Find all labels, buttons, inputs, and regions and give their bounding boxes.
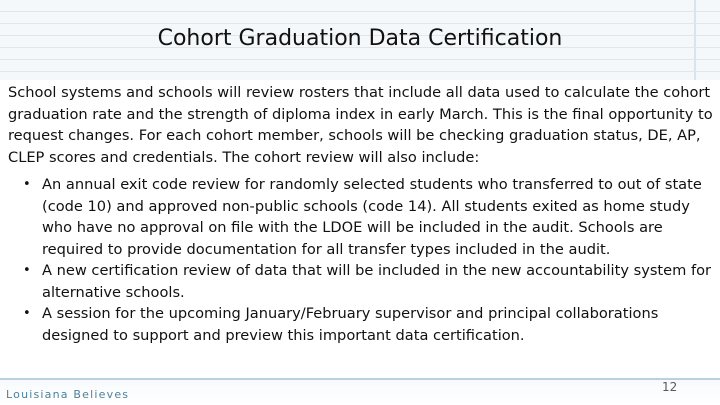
- bullet-mark: •: [23, 263, 31, 278]
- bullet-list: [8, 174, 714, 346]
- brand-logo-text: Louisiana Believes: [6, 388, 130, 401]
- slide-content: [8, 82, 714, 346]
- slide-title: Cohort Graduation Data Certification: [157, 26, 563, 51]
- intro-paragraph: School systems and schools will review rosters that include all data used to calculate the cohort graduation rate and the strength of diploma index in early March. This is the final opportunity to request changes. For each cohort member, schools will be checking graduation status, DE, AP, CLEP scores and credentials. The cohort review will also include:: [8, 84, 713, 166]
- bullet-item: [8, 174, 714, 260]
- bullet-item: [8, 260, 714, 303]
- bullet-text: A session for the upcoming January/February supervisor and principal collaborations designed to support and preview this important data certification.: [42, 305, 659, 344]
- page-number: 12: [662, 380, 678, 394]
- bullet-item: [8, 303, 714, 346]
- bullet-text: An annual exit code review for randomly selected students who transferred to out of state (code 10) and approved non-public schools (code 14). All students exited as home study who have no approval on file with the LDOE will be included in the audit. Schools are required to provide documentation for all transfer types included in the audit.: [42, 176, 702, 258]
- bullet-mark: •: [23, 306, 31, 321]
- bullet-mark: •: [23, 177, 31, 192]
- bullet-text: A new certification review of data that will be included in the new accountability system for alternative schools.: [42, 262, 712, 301]
